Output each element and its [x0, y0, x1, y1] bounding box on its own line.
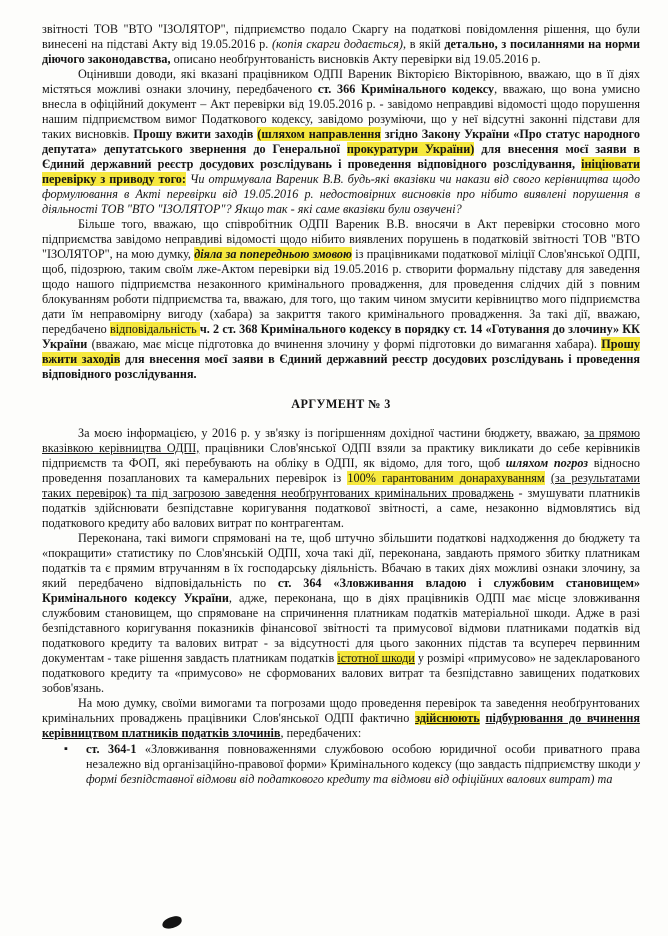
text-run: Оцінивши доводи, які вказані працівником ОДПІ Вареник Вікторією Вікторівною, вважаю, що в її діях містяться можливі ознаки злочину, передбаченого — [42, 67, 640, 96]
text-run: у розмірі «примусово» не задекларованого податкового кредиту та «примусово» не сформованих валових витрат та безпідставно завищених податкових зобов'язань. — [42, 651, 641, 695]
text-run: відносно проведення позапланових та камеральних перевірок із — [42, 456, 640, 485]
text-run: описано необґрунтованість висновків Акту перевірки від 19.05.2016 р. — [170, 52, 541, 66]
text-run: (копія скарги додається) — [271, 37, 403, 51]
text-run: із працівниками податкової міліції Слов'янської ОДПІ, щоб, підозрюю, таким своїм лже-Актом перевірки від 19.05.2016 р. створити формальну підставу для заведення щодо нашого підприємства незаконного кримінального провадження, для проведення слідчих дій з повним блокуванням роботи підприємства та, вважаю, для того, що таким чином змусити керівництво мого підприємства дати їм неправомірну вигоду (хабара) за закриття такого кримінального провадження. За такі дії, вважаю, передбачено — [42, 247, 640, 336]
text-run: - змушувати платників податків здійснювати безпідставне коригування податкової звітності, а саме, незаконно відмовлятись від податкового кредиту або валових витрат по контрагентам. — [42, 486, 640, 530]
text-run: «Зловживання повноваженнями службовою особою юридичної особи приватного права незалежно від організаційно-правової форми» Кримінального кодексу (що завдасть підприємству шкоди — [86, 742, 640, 771]
paragraph — [42, 67, 640, 217]
text-run: істотної шкоди — [337, 651, 415, 665]
text-run: детально, з посиланнями на норми діючого законодавства, — [42, 37, 640, 66]
scan-ink-blot — [161, 915, 183, 931]
text-run: , адже, переконана, що в діях працівників ОДПІ має місце зловживання службовим становищем, що спрямоване на спричинення платникам податків матеріальної шкоди. Адже в разі безпідставного коригування показників фінансової звітності та примусової відмови платниками податків від податкового кредиту та валових витрат - за відсутності для цього законних підстав та всупереч первинним документам - таке рішення завдасть платникам податків — [42, 591, 640, 665]
text-run: 100% гарантованим донарахуванням — [347, 471, 545, 485]
text-run: підбурювання до вчинення керівництвом платників податків злочинів — [42, 711, 641, 740]
text-run: за прямою вказівкою керівництва ОДПІ, — [42, 426, 640, 455]
text-run: шляхом погроз — [505, 456, 589, 470]
paragraph — [42, 531, 640, 696]
text-run: Чи отримувала Вареник В.В. будь-які вказівки чи накази від свого керівництва щодо формулювання в Акті перевірки від 19.05.2016 р. недостовірних висновків про нібито виявлені порушення в діяльності ТОВ "ВТО "ІЗОЛЯТОР"? Якщо так - які саме вказівки були озвучені? — [42, 172, 640, 216]
bullet-square-icon: ▪ — [64, 743, 68, 755]
text-run: згідно Закону України «Про статус народного депутата» депутатського звернення до Генеральної — [42, 127, 640, 156]
text-run: у формі безпідставної відмови від податкового кредиту та відмови від офіційних валових витрат) та — [86, 757, 640, 786]
text-run: діяла за попередньою змовою — [194, 247, 352, 261]
text-run: ст. 364-1 — [86, 742, 137, 756]
bullet-item — [42, 742, 640, 787]
text-run: За моєю інформацією, у 2016 р. у зв'язку із погіршенням дохідної частини бюджету, вважаю, — [78, 426, 585, 440]
text-run: ст. 364 «Зловживання владою і службовим становищем» Кримінального кодексу України — [42, 576, 640, 605]
text-run: Прошу вжити заходів — [42, 337, 640, 366]
text-run: Прошу вжити заходів — [133, 127, 258, 141]
document-body — [42, 22, 640, 787]
text-run: ст. 366 Кримінального кодексу — [317, 82, 495, 96]
text-run: Переконана, такі вимоги спрямовані на те, щоб штучно збільшити податкові надходження до бюджету та «покращити» статистику по Слов'янській ОДПІ, хоча такі дії, переконана, завдають прямого збитку платникам податків та є прямим втручанням в їх господарську діяльність. Вбачаю в таких діях можливі ознаки злочину, за який передбачено відповідальність по — [42, 531, 640, 590]
text-run: ініціювати перевірку з приводу того: — [42, 157, 640, 186]
text-run: для внесення моєї заяви в Єдиний державний реєстр досудових розслідувань і проведення відповідного розслідування. — [42, 352, 640, 381]
text-run: звітності ТОВ "ВТО "ІЗОЛЯТОР", підприємство подало Скаргу на податкові повідомлення рішення, що були винесені на підставі Акту від 19.05.2016 р. — [42, 22, 640, 51]
text-run: (за результатами таких перевірок) — [42, 471, 640, 500]
text-run: та під загрозою заведення необґрунтованих кримінальних проваджень — [131, 486, 514, 500]
text-run: , вважаю, що вона умисно внесла в офіційний документ – Акт перевірки від 19.05.2016 р. - завідомо неправдиві відомості щодо порушення нашим підприємством вимог Податкового кодексу, завідомо розуміючи, що у неї відсутні законні підстави для таких висновків. — [42, 82, 641, 141]
text-run: АРГУМЕНТ № 3 — [291, 397, 391, 411]
text-run: здійснюють — [415, 711, 480, 725]
text-run: прокуратури України) — [346, 142, 475, 156]
argument-3-heading — [42, 397, 640, 412]
text-run: , в якій — [402, 37, 445, 51]
text-run: Більше того, вважаю, що співробітник ОДПІ Вареник В.В. вносячи в Акт перевірки стосовно мого підприємства завідомо неправдиві відомості щодо нібито виявлених порушень в податковій звітності ТОВ "ВТО "ІЗОЛЯТОР", на мою думку, — [42, 217, 640, 261]
paragraph — [42, 696, 640, 741]
paragraph — [42, 426, 640, 531]
text-run: На мою думку, своїми вимогами та погрозами щодо проведення перевірок та заведення необґрунтованих кримінальних проваджень працівники Слов'янської ОДПІ фактично — [42, 696, 640, 725]
text-run: , передбачених: — [280, 726, 362, 740]
paragraph — [42, 22, 640, 67]
text-run: працівники Слов'янської ОДПІ взяли за практику викликати до себе керівників підприємств та ФОП, які перебувають на обліку в ОДПІ, як відомо, для того, щоб — [42, 441, 640, 470]
text-run: (шляхом направлення — [257, 127, 381, 141]
text-run: ч. 2 ст. 368 Кримінального кодексу в порядку ст. 14 «Готування до злочину» КК України — [42, 322, 640, 351]
paragraph — [42, 217, 640, 382]
text-run: (вважаю, має місце підготовка до вчинення злочину у формі підготовки до вимагання хабара). — [87, 337, 602, 351]
text-run: для внесення моєї заяви в Єдиний державний реєстр досудових розслідувань і проведення відповідного розслідування, — [42, 142, 640, 171]
text-run: відповідальність — [110, 322, 200, 336]
